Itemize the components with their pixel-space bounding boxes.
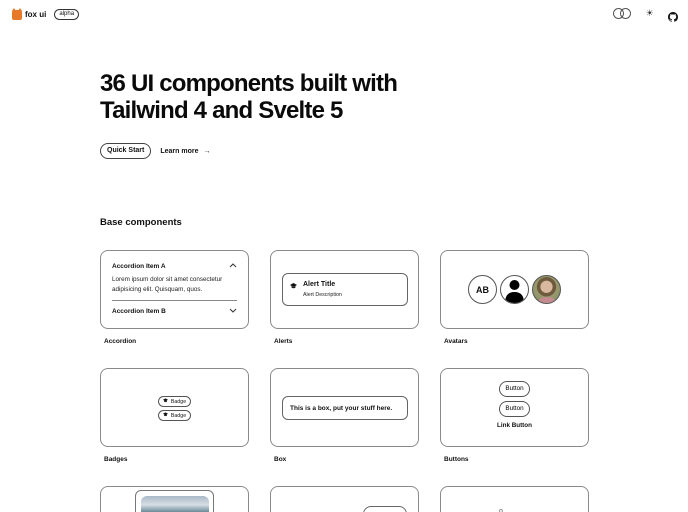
accordion-item-b[interactable] (112, 308, 237, 315)
accordion-card[interactable] (100, 250, 249, 329)
avatar-group (468, 275, 561, 304)
demo-link-button[interactable]: Link Button (497, 422, 532, 429)
learn-more-label: Learn more (160, 147, 199, 155)
brand-link[interactable] (12, 9, 79, 20)
top-nav (0, 0, 688, 30)
alpha-badge: alpha (54, 9, 79, 20)
chevron-up-icon (229, 263, 237, 270)
demo-button-2[interactable]: Button (499, 401, 529, 417)
button-stack (441, 381, 588, 429)
buttons-label[interactable]: Buttons (444, 456, 469, 463)
image-card[interactable] (100, 486, 249, 512)
avatar-initials-text: AB (476, 284, 489, 295)
landscape-image (141, 496, 209, 512)
badge-icon (163, 412, 168, 419)
alert (282, 273, 408, 306)
hero-actions (100, 143, 210, 159)
avatars-card[interactable] (440, 250, 589, 329)
brand-name: fox ui (25, 10, 47, 19)
learn-more-link[interactable] (160, 148, 210, 155)
user-icon (501, 276, 528, 303)
sun-icon[interactable]: ☀ (645, 8, 654, 18)
demo-button-1[interactable]: Button (499, 381, 529, 397)
avatar-initials (468, 275, 497, 304)
box: This is a box, put your stuff here. (282, 396, 408, 420)
alert-title: Alert Title (303, 281, 336, 288)
arrow-right-icon: → (203, 147, 211, 155)
accordion-item-a-title: Accordion Item A (112, 263, 166, 270)
component-card[interactable] (270, 486, 419, 512)
section-title: Base components (100, 217, 182, 228)
badges-label[interactable]: Badges (104, 456, 128, 463)
chevron-down-icon (229, 308, 237, 315)
pill-element (363, 506, 407, 512)
buttons-card[interactable] (440, 368, 589, 447)
accordion-item-a-content: Lorem ipsum dolor sit amet consectetur adipisicing elit. Quisquam, quos. (112, 276, 223, 293)
accordion-item-b-title: Accordion Item B (112, 308, 166, 315)
github-icon[interactable] (668, 9, 678, 19)
box-label[interactable]: Box (274, 456, 287, 463)
alert-description: Alert Description (303, 292, 342, 298)
avatar-photo (532, 275, 561, 304)
header-actions (613, 8, 678, 19)
accordion-item-a[interactable] (112, 263, 237, 270)
badge-list (101, 396, 248, 421)
badges-card[interactable] (100, 368, 249, 447)
hero-title (100, 70, 500, 124)
badge-icon (163, 398, 168, 405)
badge-label: Badge (170, 412, 187, 419)
badge (158, 396, 191, 407)
rings-icon[interactable] (613, 8, 631, 19)
avatars-label[interactable]: Avatars (444, 338, 468, 345)
badge-label: Badge (170, 398, 187, 405)
box-card[interactable] (270, 368, 419, 447)
accordion-divider (112, 300, 237, 301)
alerts-label[interactable]: Alerts (274, 338, 293, 345)
accordion-label[interactable]: Accordion (104, 338, 137, 345)
hero-title-line-1: 36 UI components built with (100, 70, 398, 97)
alerts-card[interactable] (270, 250, 419, 329)
avatar-placeholder (500, 275, 529, 304)
badge (158, 410, 191, 421)
fox-icon (12, 10, 22, 20)
quick-start-button[interactable]: Quick Start (100, 143, 151, 159)
hero-title-line-2: Tailwind 4 and Svelte 5 (100, 97, 343, 124)
alert-icon (290, 283, 297, 291)
component-card[interactable] (440, 486, 589, 512)
